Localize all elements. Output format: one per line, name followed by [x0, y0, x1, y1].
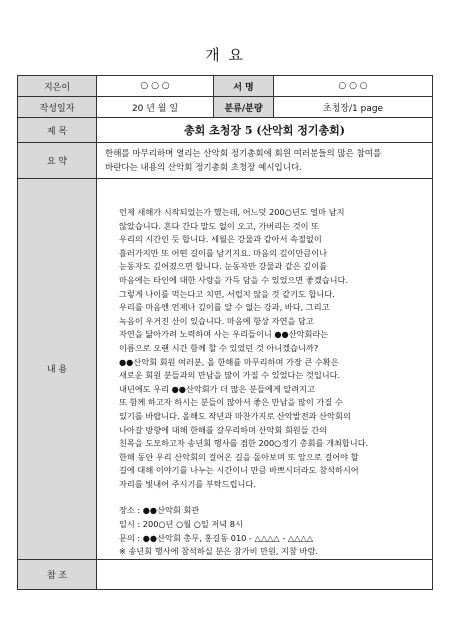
category-label: 분류/분량 [214, 97, 274, 118]
reference-label: 참 조 [18, 559, 97, 589]
name-value: ○ ○ ○ [274, 76, 433, 97]
summary-line: 한해를 마무리하며 열리는 산악회 정기총회에 회원 여러분들의 많은 참여를 [105, 148, 382, 159]
content-line: 내년에도 우리 ●●산악회가 더 많은 분들에게 알려지고 [119, 383, 315, 394]
content-line: 나아갈 방향에 대해 한해를 갈무리하며 산악회 회원들 간의 [119, 424, 328, 435]
content-line: 우리를 마음엔 언제나 깊이를 알 수 없는 강과, 바다, 그리고 [119, 302, 330, 313]
content-line: 우리의 시간인 듯 합니다. 세월은 강물과 같아서 속절없이 [119, 234, 322, 245]
content-line: 한해 동안 우리 산악회의 걸어온 길을 돌아보며 또 앞으로 걸어야 할 [119, 451, 359, 462]
content-line: 않았습니다. 흔다 간다 말도 없이 오고, 가버리는 것이 또 [119, 220, 320, 231]
content-line: 녹음이 우거진 산이 있습니다. 마음에 항상 자연을 담고 [119, 315, 314, 326]
category-value: 초청장/1 page [274, 97, 433, 118]
content-line: 흘러가지만 또 어떤 길이를 남기지요. 마음의 깊이만큼이나 [119, 247, 328, 258]
content-line: 이름으로 오랜 시간 함께 할 수 있었던 것 아니겠습니까? [119, 342, 319, 353]
content-line: 눈동자도 깊어졌으면 합니다. 눈동자만 강물과 같은 깊이를 [119, 261, 328, 272]
detail-datetime: 일시 : 200○년 ○월 ○일 저녁 8시 [119, 519, 243, 530]
detail-note: ※ 송년회 행사에 참석하실 분은 참가비 만원, 지참 바람. [119, 546, 318, 557]
content-line: 마음에는 타인에 대한 사랑을 가득 담을 수 있었으면 좋겠습니다. [119, 274, 349, 285]
content-label: 내 용 [18, 179, 97, 560]
document-title: 개 요 [205, 46, 245, 64]
content-line: 그렇게 나이를 먹는다고 치면, 서럽지 않을 것 같기도 합니다. [119, 288, 335, 299]
summary-line: 바란다는 내용의 산악회 정기총회 초청장 예시입니다. [105, 162, 302, 173]
detail-place: 장소 : ●●산악회 회관 [119, 505, 200, 516]
content-line: 언제 새해가 시작되었는가 했는데, 어느덧 200○년도 얼마 남지 [119, 207, 345, 217]
content-line: 또 함께 하고자 하시는 분들이 많아서 좋은 만남을 많이 가질 수 [119, 397, 343, 408]
summary-label: 요 약 [18, 143, 97, 179]
detail-contact: 문의 : ●●산악회 총무, 홍길동 010 - △△△△ - △△△△ [119, 532, 314, 543]
summary-text [97, 143, 433, 179]
author-value: ○ ○ ○ [97, 76, 214, 97]
content-line: ●●산악회 회원 여러분, 올 한해를 마무리하며 가장 큰 수확은 [119, 356, 339, 367]
reference-value [97, 559, 433, 589]
name-label: 서 명 [214, 76, 274, 97]
content-line: 길에 대해 이야기를 나누는 시간이니 만큼 바쁘시더라도 참석하시어 [119, 465, 359, 476]
content-line: 자리를 빛내어 주시기를 부탁드립니다. [119, 478, 256, 489]
content-line: 있기를 바랍니다. 올해도 작년과 마찬가지로 산악발전과 산악회의 [119, 410, 351, 421]
subject-label: 제 목 [18, 118, 97, 143]
date-label: 작성일자 [18, 97, 97, 118]
subject-value: 총회 초청장 5 (산악회 정기총회) [97, 118, 433, 143]
author-label: 지은이 [18, 76, 97, 97]
content-line: 친목을 도모하고자 송년회 행사를 겸한 200○정기 총회를 개최합니다. [119, 438, 369, 449]
content-body [97, 179, 433, 560]
content-line: 새로운 회원 분들과의 만남을 많이 가질 수 있었다는 것입니다. [119, 370, 341, 381]
overview-table [17, 75, 433, 590]
date-value: 20 년 월 일 [97, 97, 214, 118]
content-line: 자연을 닮아가려 노력하며 사는 우리들이니 ●●산악회라는 [119, 329, 329, 340]
